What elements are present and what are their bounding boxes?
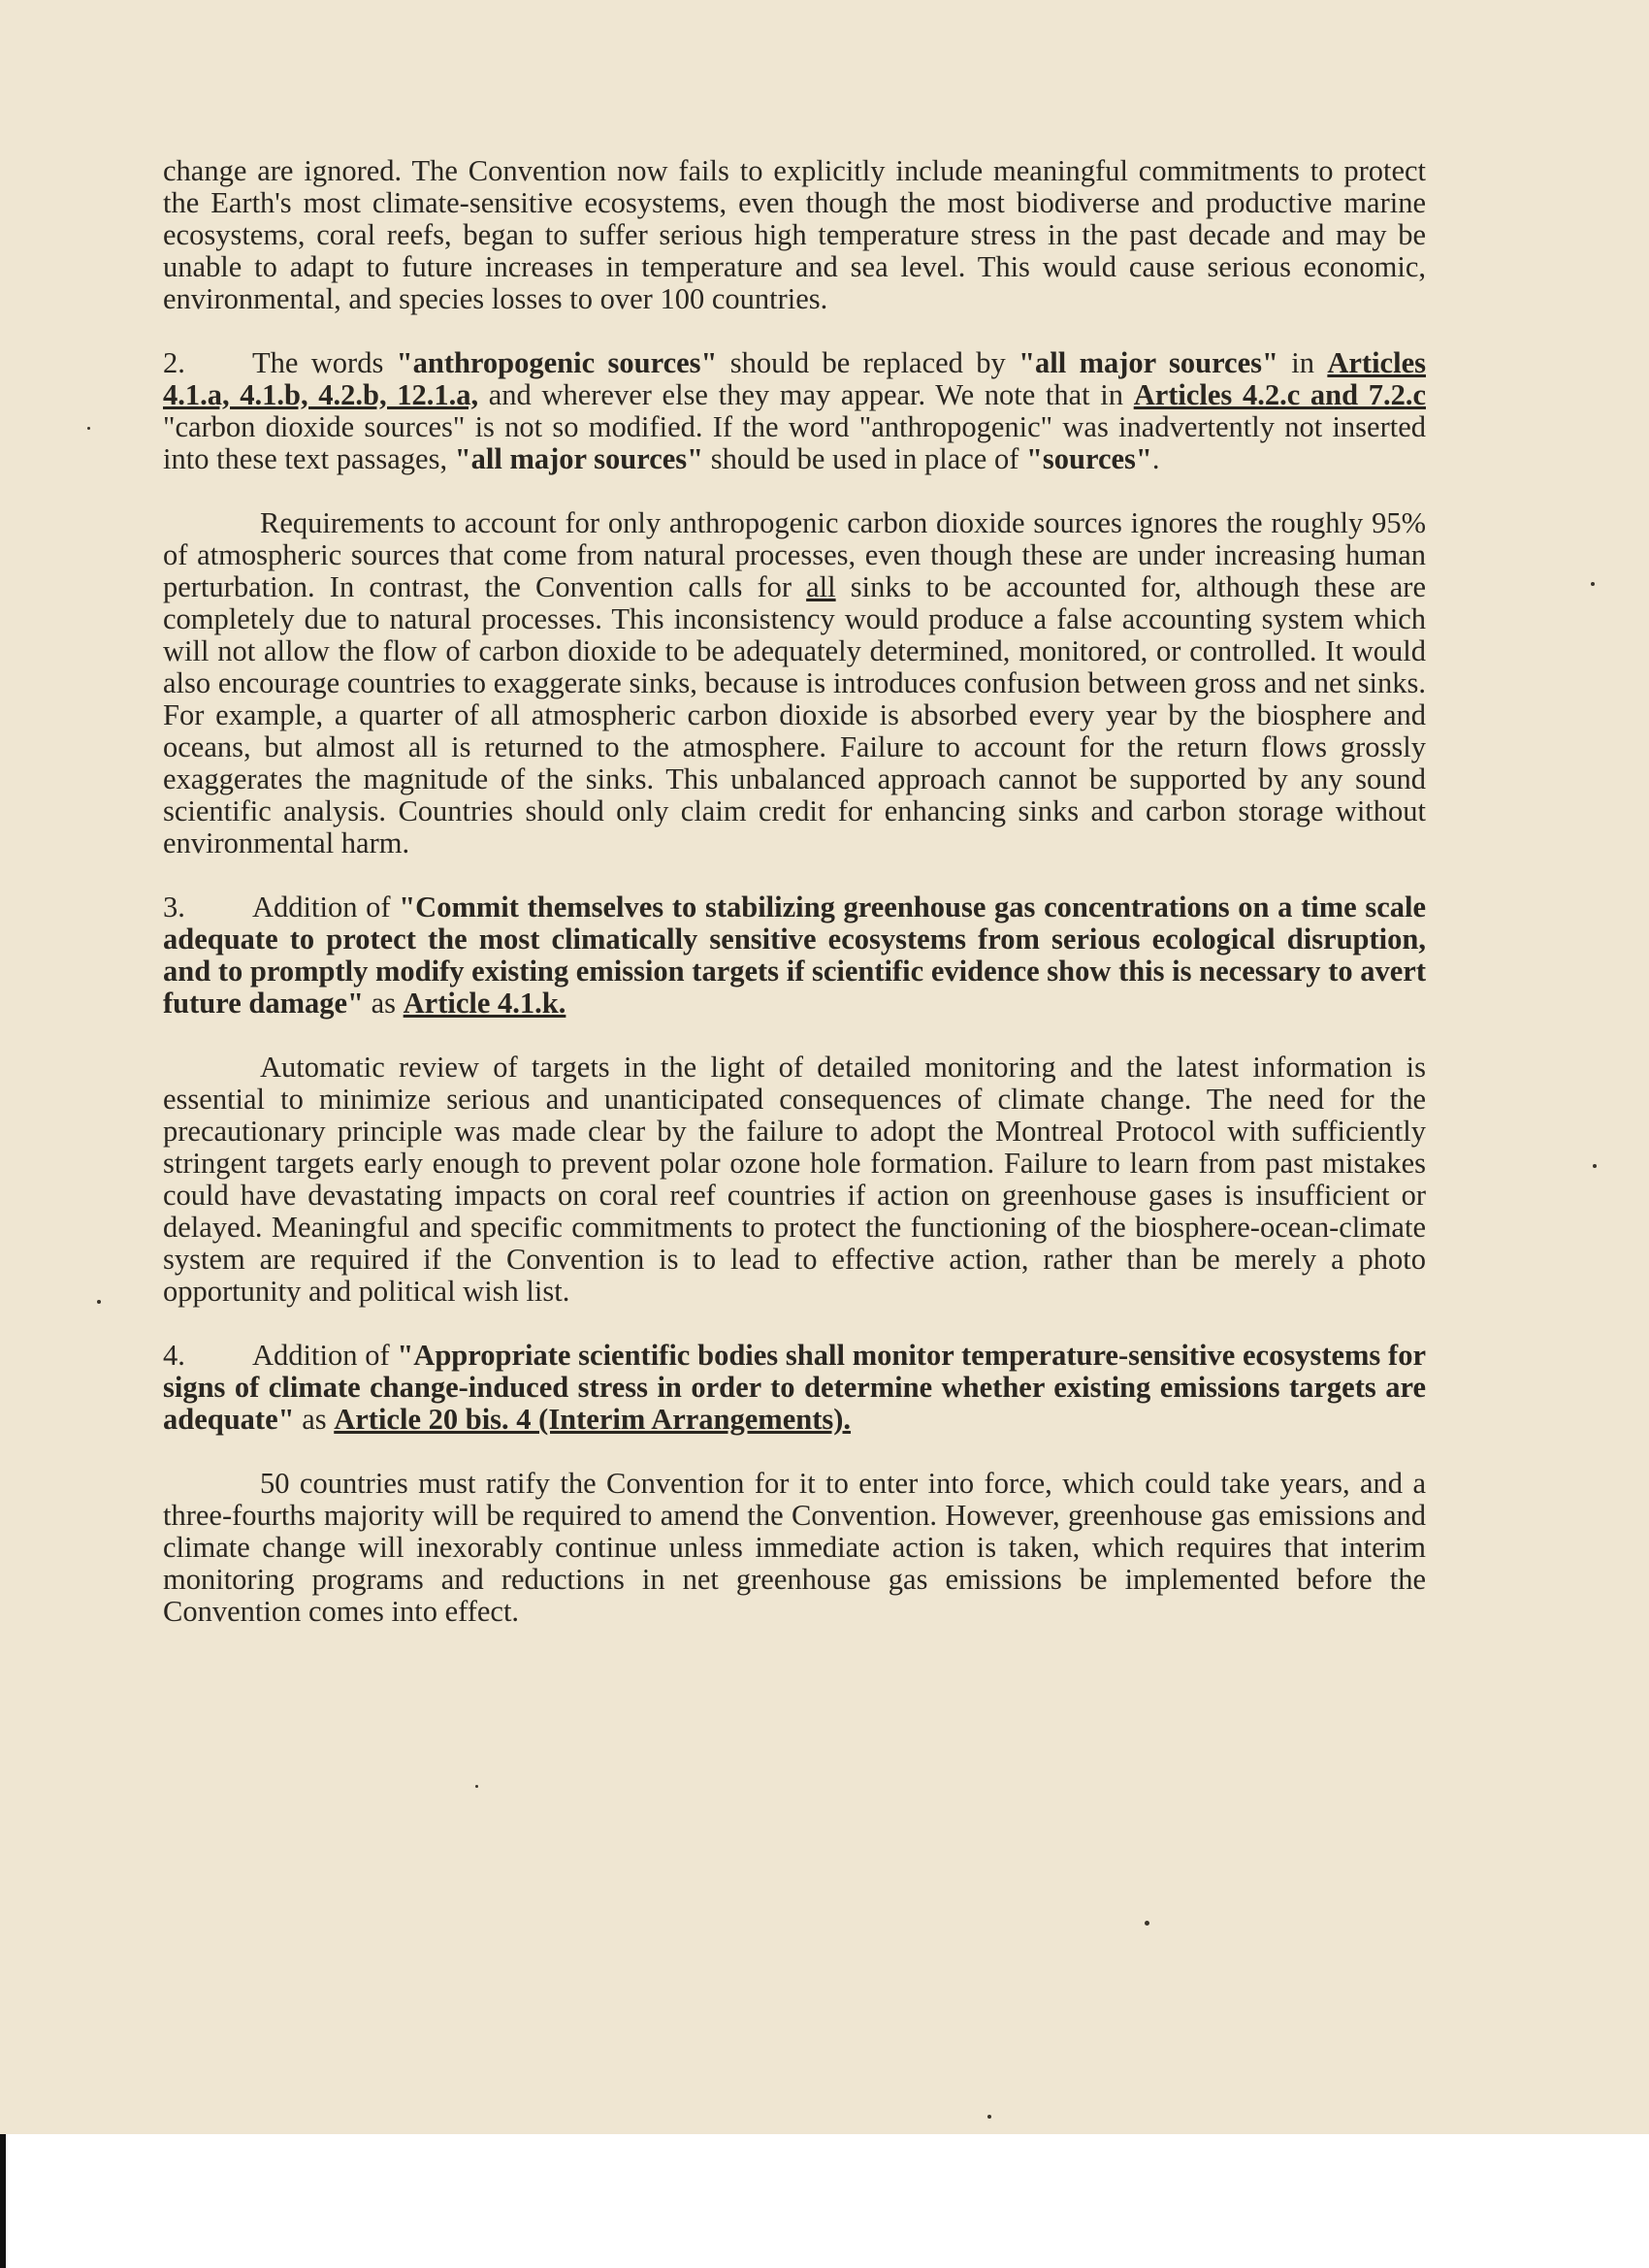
text-run: sinks to be accounted for, although these are completely due to natural processes. This inconsistency would produce a false accounting system which will not allow the flow of carbon dioxide to be adequately determined, monitored, or controlled. It would also encourage countries to exaggerate sinks, because is introduces confusion between gross and net sinks. For example, a quarter of all atmospheric carbon dioxide is absorbed every year by the biosphere and oceans, but almost all is returned to the atmosphere. Failure to account for the return flows grossly exaggerates the magnitude of the sinks. This unbalanced approach cannot be supported by any sound scientific analysis. Countries should only claim credit for enhancing sinks and carbon storage without environmental harm.: [163, 570, 1426, 859]
scan-speck: [87, 427, 90, 430]
bold-text: "all major sources": [1018, 346, 1278, 379]
scan-speck: [475, 1785, 478, 1788]
bold-text: "Appropriate scientific bodies shall monitor temperature-sensitive ecosystems for signs of climate change-induced stress in order to determine whether existing emissions targets are adequate": [163, 1339, 1426, 1436]
paragraph-automatic-review: Automatic review of targets in the light of detailed monitoring and the latest information is essential to minimize serious and unanticipated consequences of climate change. The need for the precautionary principle was made clear by the failure to adopt the Montreal Protocol with sufficiently stringent targets early enough to prevent polar ozone hole formation. Failure to learn from past mistakes could have devastating impacts on coral reef countries if action on greenhouse gases is insufficient or delayed. Meaningful and specific commitments to protect the functioning of the biosphere-ocean-climate system are required if the Convention is to lead to effective action, rather than be merely a photo opportunity and political wish list.: [163, 1051, 1426, 1308]
text-run: "carbon dioxide sources" is not so modified. If the word "anthropogenic" was inadvertently not inserted into these text passages,: [163, 410, 1426, 475]
document-body: [163, 155, 1426, 1628]
bold-text: "sources": [1025, 442, 1152, 475]
text-run: and wherever else they may appear. We note that in: [478, 378, 1134, 411]
item-number: 4.: [163, 1339, 185, 1372]
paragraph-requirements: [163, 507, 1426, 859]
scan-speck: [1593, 1164, 1597, 1168]
item-3: [163, 891, 1426, 1020]
scan-border: [0, 2134, 6, 2268]
scan-speck: [1145, 1921, 1149, 1926]
text-run: Addition of: [252, 891, 400, 923]
text-run: in: [1277, 346, 1328, 379]
scan-speck: [1591, 582, 1595, 586]
text-run: as: [363, 987, 404, 1020]
item-number: 3.: [163, 891, 185, 923]
text-run: should be replaced by: [717, 346, 1019, 379]
bold-text: "anthropogenic sources": [396, 346, 718, 379]
article-reference: Articles 4.1.a, 4.1.b, 4.2.b, 12.1.a,: [163, 346, 1426, 411]
item-4: [163, 1340, 1426, 1436]
paragraph-closing: 50 countries must ratify the Convention for it to enter into force, which could take years, and a three-fourths majority will be required to amend the Convention. However, greenhouse gas emissions and climate change will inexorably continue unless immediate action is taken, which requires that interim monitoring programs and reductions in net greenhouse gas emissions be implemented before the Convention comes into effect.: [163, 1467, 1426, 1628]
paragraph-opening: change are ignored. The Convention now fails to explicitly include meaningful commitments to protect the Earth's most climate-sensitive ecosystems, even though the most biodiverse and productive marine ecosystems, coral reefs, began to suffer serious high temperature stress in the past decade and may be unable to adapt to future increases in temperature and sea level. This would cause serious economic, environmental, and species losses to over 100 countries.: [163, 154, 1426, 315]
text-run: The words: [252, 346, 397, 379]
text-run: Requirements to account for only anthropogenic carbon dioxide sources ignores the roughly 95% of atmospheric sources that come from natural processes, even though these are under increasing human perturbation. In contrast, the Convention calls for: [163, 506, 1426, 603]
bold-text: "all major sources": [454, 442, 704, 475]
text-run: as: [294, 1403, 335, 1436]
article-reference: Article 20 bis. 4 (Interim Arrangements).: [334, 1403, 852, 1436]
article-reference: Article 4.1.k.: [403, 987, 566, 1020]
article-reference: Articles 4.2.c and 7.2.c: [1133, 378, 1426, 411]
scan-speck: [97, 1300, 101, 1304]
scan-speck: [987, 2115, 991, 2119]
item-number: 2.: [163, 346, 185, 379]
text-run: .: [1151, 442, 1160, 475]
item-2: [163, 347, 1426, 475]
bold-text: "Commit themselves to stabilizing greenhouse gas concentrations on a time scale adequate to protect the most climatically sensitive ecosystems from serious ecological disruption, and to promptly modify existing emission targets if scientific evidence show this is necessary to avert future damage": [163, 891, 1427, 1020]
underlined-text: all: [806, 570, 836, 603]
text-run: should be used in place of: [703, 442, 1026, 475]
text-run: Addition of: [252, 1339, 398, 1372]
